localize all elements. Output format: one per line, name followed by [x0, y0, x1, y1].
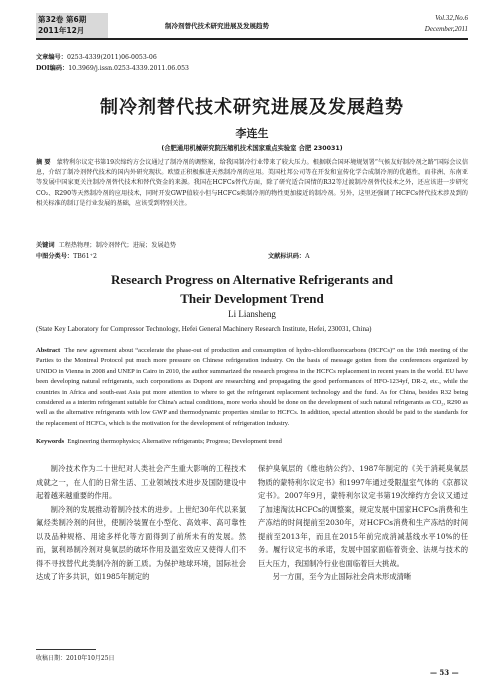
article-number-label: 文章编号： — [36, 54, 67, 61]
classification-number — [36, 251, 97, 260]
author-en: Li Liansheng — [228, 309, 276, 319]
keywords-cn-text: 工程热物理；制冷剂替代；进展；发展趋势 — [58, 242, 177, 249]
body-column-right — [258, 462, 468, 584]
footnote-rule — [36, 649, 96, 650]
keywords-cn — [36, 240, 176, 249]
classification-value: TB61⁺2 — [73, 253, 97, 260]
document-code — [268, 251, 310, 260]
title-en — [0, 270, 504, 308]
header-date-cn: 2011年12月 — [38, 26, 85, 35]
abstract-en-label: Abstract — [36, 347, 61, 354]
abstract-cn-text: 蒙特利尔议定书第19次缔约方会议通过了制冷剂的调整案，给我国制冷行业带来了较大压力。根据联合国环境规划署“气候友好制冷剂之路”国际会议信息，介绍了制冷剂替代技术的国内外研究现状。欧盟正积极推进天然制冷剂的应用。美国杜邦公司等在开发和宣传化学合成制冷剂的优越性，而非洲、东南亚等发展中国家更关注制冷剂替代技术和替代资金的来源。我国在HCFCs替代方面，除了研究适合国情的R32等过渡制冷剂替代技术之外，还应该进一步研究CO₂、R290等天然制冷剂的应用技术，同时开发GWP值较小但与HCFCs类制冷剂的物性更加接近的制冷剂。另外，这里还强调了HCFCs替代技术涉及到的相关标准的制订是行业发展的基础，应该受到特别关注。 — [36, 159, 469, 207]
page-number: — 53 — — [430, 668, 459, 677]
keywords-cn-label: 关键词 — [36, 242, 55, 249]
abstract-cn — [36, 158, 468, 209]
body-column-left — [36, 462, 246, 584]
header-volume-cn: 第32卷 第6期 — [38, 15, 87, 24]
doi — [36, 63, 189, 72]
body-paragraph: 另一方面，至今为止国际社会尚未形成清晰 — [272, 572, 412, 581]
affiliation-cn: (合肥通用机械研究院压缩机技术国家重点实验室 合肥 230031) — [161, 145, 343, 152]
article-number — [36, 52, 157, 61]
classification-label: 中图分类号： — [36, 253, 74, 260]
abstract-en-text: The new agreement about “accelerate the phase-out of production and consumption of hydro-chlorofluorocarbons (HCFCs)” on the 19th meeting of the Parties to the Montreal Protocol put much more pressure on Chinese refrigeration industry. On the basis of message gotten from the conferences organized by UNIDO in Vienna in 2008 and UNEP in Cairo in 2010, the author summarized the research progress in the HCFCs replacement in recent years in the world. EU have been developing natural refrigerants, such corporations as Dupont are researching and propagating the good performances of HFO-1234yf, DR-2, etc., while the countries in Africa and south-east Asia put more attention to where to get the refrigerant replacement technology and the fund. As for China, besides R32 being considered as a interim refrigerant suitable for China's actual conditions, more works should be done on the development of such natural refrigerants as CO₂, R290 as well as the alternative refrigerants with low GWP and thermodynamic properties similar to HCFCs. In addition, special attention should be paid to the standards for the replacement of HCFCs, which is the motivation for the development of refrigeration industry. — [36, 347, 469, 427]
document-code-value: A — [305, 253, 310, 260]
keywords-en — [36, 438, 468, 445]
body-paragraph: 制冷技术作为二十世纪对人类社会产生重大影响的工程技术成就之一，在人们的日常生活、工业领域技术进步及国防建设中起着越来越重要的作用。 — [36, 464, 246, 500]
abstract-en — [36, 346, 468, 429]
header-date-en: December,2011 — [424, 25, 468, 33]
header-volume-en: Vol.32,No.6 — [435, 14, 468, 22]
author-cn: 李连生 — [235, 127, 269, 140]
abstract-cn-label: 摘 要 — [36, 159, 51, 166]
body-paragraph: 保护臭氧层的《维也纳公约》、1987年制定的《关于消耗臭氧层物质的蒙特利尔议定书》和1997年通过受限温室气体的《京都议定书》。2007年9月，蒙特利尔议定书第19次缔约方会议又通过了加速淘汰HCFCs的调整案，规定发展中国家HCFCs消费和生产冻结的时间提前至2030年，对HCFCs消费和生产冻结的时间提前至2013年，而且在2015年前完成消减基线水平10%的任务。履行议定书的承诺，发展中国家面临着资金、法规与技术的巨大压力，我国制冷行业也面临着巨大挑战。 — [258, 464, 468, 568]
header-rule — [36, 38, 468, 40]
footnote-received-date: 收稿日期：2010年10月25日 — [36, 655, 115, 662]
body-paragraph: 制冷剂的发展推动着制冷技术的进步。上世纪30年代以来氯氟烃类制冷剂的问世，使制冷装置在小型化、高效率、高可靠性以及品种规格、用途多样化等方面得到了前所未有的发展。然而，氯利昂制冷剂对臭氧层的破坏作用及温室效应又使得人们不得不寻找替代此类制冷剂的新工质。为保护地球环境，国际社会达成了许多共识，如1985年制定的 — [36, 504, 246, 581]
doi-label: DOI编码： — [36, 65, 69, 72]
header-journal-title: 制冷剂替代技术研究进展及发展趋势 — [165, 22, 269, 30]
keywords-en-label: Keywords — [36, 438, 65, 445]
article-number-value: 0253-4339(2011)06-0053-06 — [66, 54, 157, 61]
doi-value: 10.3969/j.issn.0253-4339.2011.06.053 — [68, 65, 189, 72]
document-code-label: 文献标识码： — [268, 253, 306, 260]
affiliation-en: (State Key Laboratory for Compressor Technology, Hefei General Machinery Research Institute, Hefei, 230031, China) — [36, 325, 372, 333]
title-en-line2: Their Development Trend — [180, 291, 324, 306]
title-en-line1: Research Progress on Alternative Refrigerants and — [111, 272, 393, 287]
title-cn: 制冷剂替代技术研究进展及发展趋势 — [100, 97, 404, 118]
keywords-en-text: Engineering thermophysics; Alternative refrigerants; Progress; Development trend — [67, 438, 282, 445]
